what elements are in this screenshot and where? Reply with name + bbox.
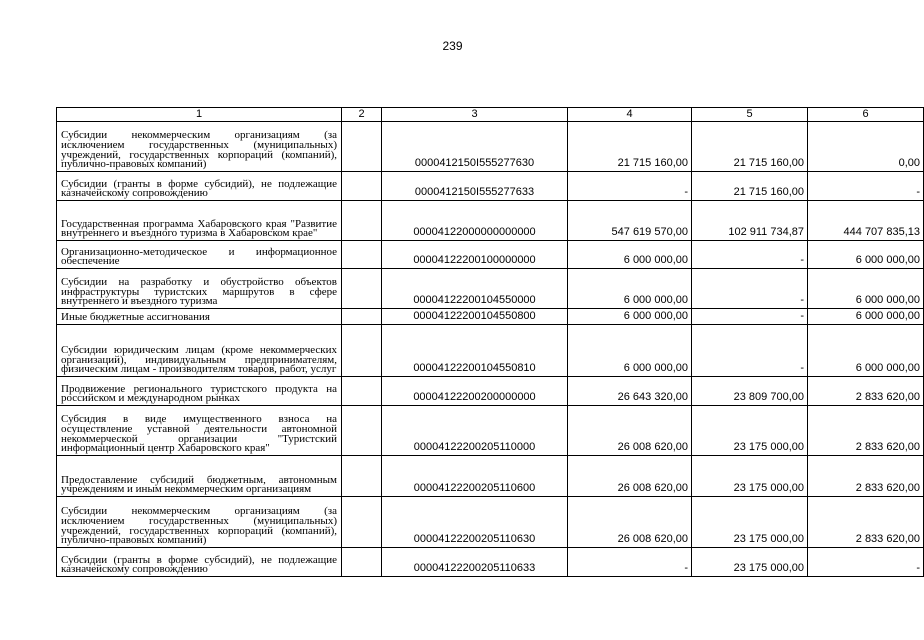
row-value-4: 26 008 620,00 xyxy=(568,406,692,456)
row-col2 xyxy=(342,309,382,325)
row-value-6: 6 000 000,00 xyxy=(808,309,924,325)
row-description: Субсидии юридическим лицам (кроме некоммерческих организаций), индивидуальным предпринимателям, физическим лицам - производителям товаров, работ, услуг xyxy=(57,325,342,377)
row-description: Предоставление субсидий бюджетным, автономным учреждениям и иным некоммерческим организациям xyxy=(57,456,342,497)
row-value-4: 6 000 000,00 xyxy=(568,269,692,309)
row-code: 00004122200104550800 xyxy=(382,309,568,325)
table-row xyxy=(57,309,924,325)
row-value-6: 0,00 xyxy=(808,122,924,172)
row-col2 xyxy=(342,548,382,577)
row-col2 xyxy=(342,201,382,241)
row-value-5: 102 911 734,87 xyxy=(692,201,808,241)
row-description: Иные бюджетные ассигнования xyxy=(57,309,342,325)
row-code: 00004122200200000000 xyxy=(382,377,568,406)
row-value-6: 2 833 620,00 xyxy=(808,377,924,406)
row-code: 00004122200100000000 xyxy=(382,241,568,269)
row-description: Субсидии на разработку и обустройство объектов инфраструктуры туристских маршрутов в сфере внутреннего и въездного туризма xyxy=(57,269,342,309)
table-row xyxy=(57,269,924,309)
row-code: 00004122200104550810 xyxy=(382,325,568,377)
row-col2 xyxy=(342,241,382,269)
row-value-6: 2 833 620,00 xyxy=(808,456,924,497)
row-code: 00004122200205110633 xyxy=(382,548,568,577)
table-header-row xyxy=(57,108,924,122)
row-value-5: 23 809 700,00 xyxy=(692,377,808,406)
row-code: 00004122200104550000 xyxy=(382,269,568,309)
row-col2 xyxy=(342,172,382,201)
column-header: 4 xyxy=(568,108,692,122)
row-code: 00004122200205110000 xyxy=(382,406,568,456)
row-description: Субсидии некоммерческим организациям (за исключением государственных (муниципальных) учреждений, государственных корпораций (компаний), публично-правовых компаний) xyxy=(57,497,342,548)
row-code: 00004122200205110600 xyxy=(382,456,568,497)
row-value-4: 6 000 000,00 xyxy=(568,325,692,377)
row-description: Субсидии (гранты в форме субсидий), не подлежащие казначейскому сопровождению xyxy=(57,548,342,577)
row-col2 xyxy=(342,497,382,548)
row-value-4: 6 000 000,00 xyxy=(568,309,692,325)
row-description: Субсидии (гранты в форме субсидий), не подлежащие казначейскому сопровождению xyxy=(57,172,342,201)
table-row xyxy=(57,377,924,406)
row-description: Субсидии некоммерческим организациям (за исключением государственных (муниципальных) учреждений, государственных корпораций (компаний), публично-правовых компаний) xyxy=(57,122,342,172)
row-col2 xyxy=(342,122,382,172)
table-row xyxy=(57,325,924,377)
column-header: 6 xyxy=(808,108,924,122)
row-value-6: 6 000 000,00 xyxy=(808,325,924,377)
row-description: Государственная программа Хабаровского края "Развитие внутреннего и въездного туризма в Хабаровском крае" xyxy=(57,201,342,241)
column-header: 1 xyxy=(57,108,342,122)
row-value-6: 6 000 000,00 xyxy=(808,241,924,269)
row-description: Продвижение регионального туристского продукта на российском и международном рынках xyxy=(57,377,342,406)
row-code: 00004122000000000000 xyxy=(382,201,568,241)
row-description: Субсидия в виде имущественного взноса на осуществление уставной деятельности автономной некоммерческой организации "Туристский информационный центр Хабаровского края" xyxy=(57,406,342,456)
row-value-6: 2 833 620,00 xyxy=(808,497,924,548)
table-row xyxy=(57,406,924,456)
row-value-5: 21 715 160,00 xyxy=(692,172,808,201)
row-code: 00004122200205110630 xyxy=(382,497,568,548)
row-value-5: 21 715 160,00 xyxy=(692,122,808,172)
table-row xyxy=(57,548,924,577)
row-value-4: 547 619 570,00 xyxy=(568,201,692,241)
column-header: 3 xyxy=(382,108,568,122)
table-row xyxy=(57,201,924,241)
row-value-6: 2 833 620,00 xyxy=(808,406,924,456)
row-value-4: 26 008 620,00 xyxy=(568,456,692,497)
row-value-5: 23 175 000,00 xyxy=(692,548,808,577)
table-row xyxy=(57,241,924,269)
row-value-6: - xyxy=(808,172,924,201)
table-row xyxy=(57,172,924,201)
table-row xyxy=(57,122,924,172)
row-col2 xyxy=(342,377,382,406)
table-row xyxy=(57,456,924,497)
row-code: 0000412150I555277630 xyxy=(382,122,568,172)
page-number: 239 xyxy=(442,39,463,53)
row-value-4: 21 715 160,00 xyxy=(568,122,692,172)
row-value-6: 6 000 000,00 xyxy=(808,269,924,309)
row-value-5: - xyxy=(692,269,808,309)
row-value-4: - xyxy=(568,172,692,201)
column-header: 5 xyxy=(692,108,808,122)
row-value-4: 6 000 000,00 xyxy=(568,241,692,269)
row-value-5: - xyxy=(692,325,808,377)
row-value-4: 26 643 320,00 xyxy=(568,377,692,406)
row-value-6: 444 707 835,13 xyxy=(808,201,924,241)
row-description: Организационно-методическое и информационное обеспечение xyxy=(57,241,342,269)
row-value-4: - xyxy=(568,548,692,577)
budget-table xyxy=(56,107,924,577)
row-value-4: 26 008 620,00 xyxy=(568,497,692,548)
row-value-5: - xyxy=(692,241,808,269)
row-value-6: - xyxy=(808,548,924,577)
row-col2 xyxy=(342,456,382,497)
row-value-5: - xyxy=(692,309,808,325)
row-value-5: 23 175 000,00 xyxy=(692,456,808,497)
column-header: 2 xyxy=(342,108,382,122)
row-col2 xyxy=(342,269,382,309)
row-col2 xyxy=(342,406,382,456)
row-col2 xyxy=(342,325,382,377)
row-code: 0000412150I555277633 xyxy=(382,172,568,201)
table-row xyxy=(57,497,924,548)
row-value-5: 23 175 000,00 xyxy=(692,406,808,456)
row-value-5: 23 175 000,00 xyxy=(692,497,808,548)
